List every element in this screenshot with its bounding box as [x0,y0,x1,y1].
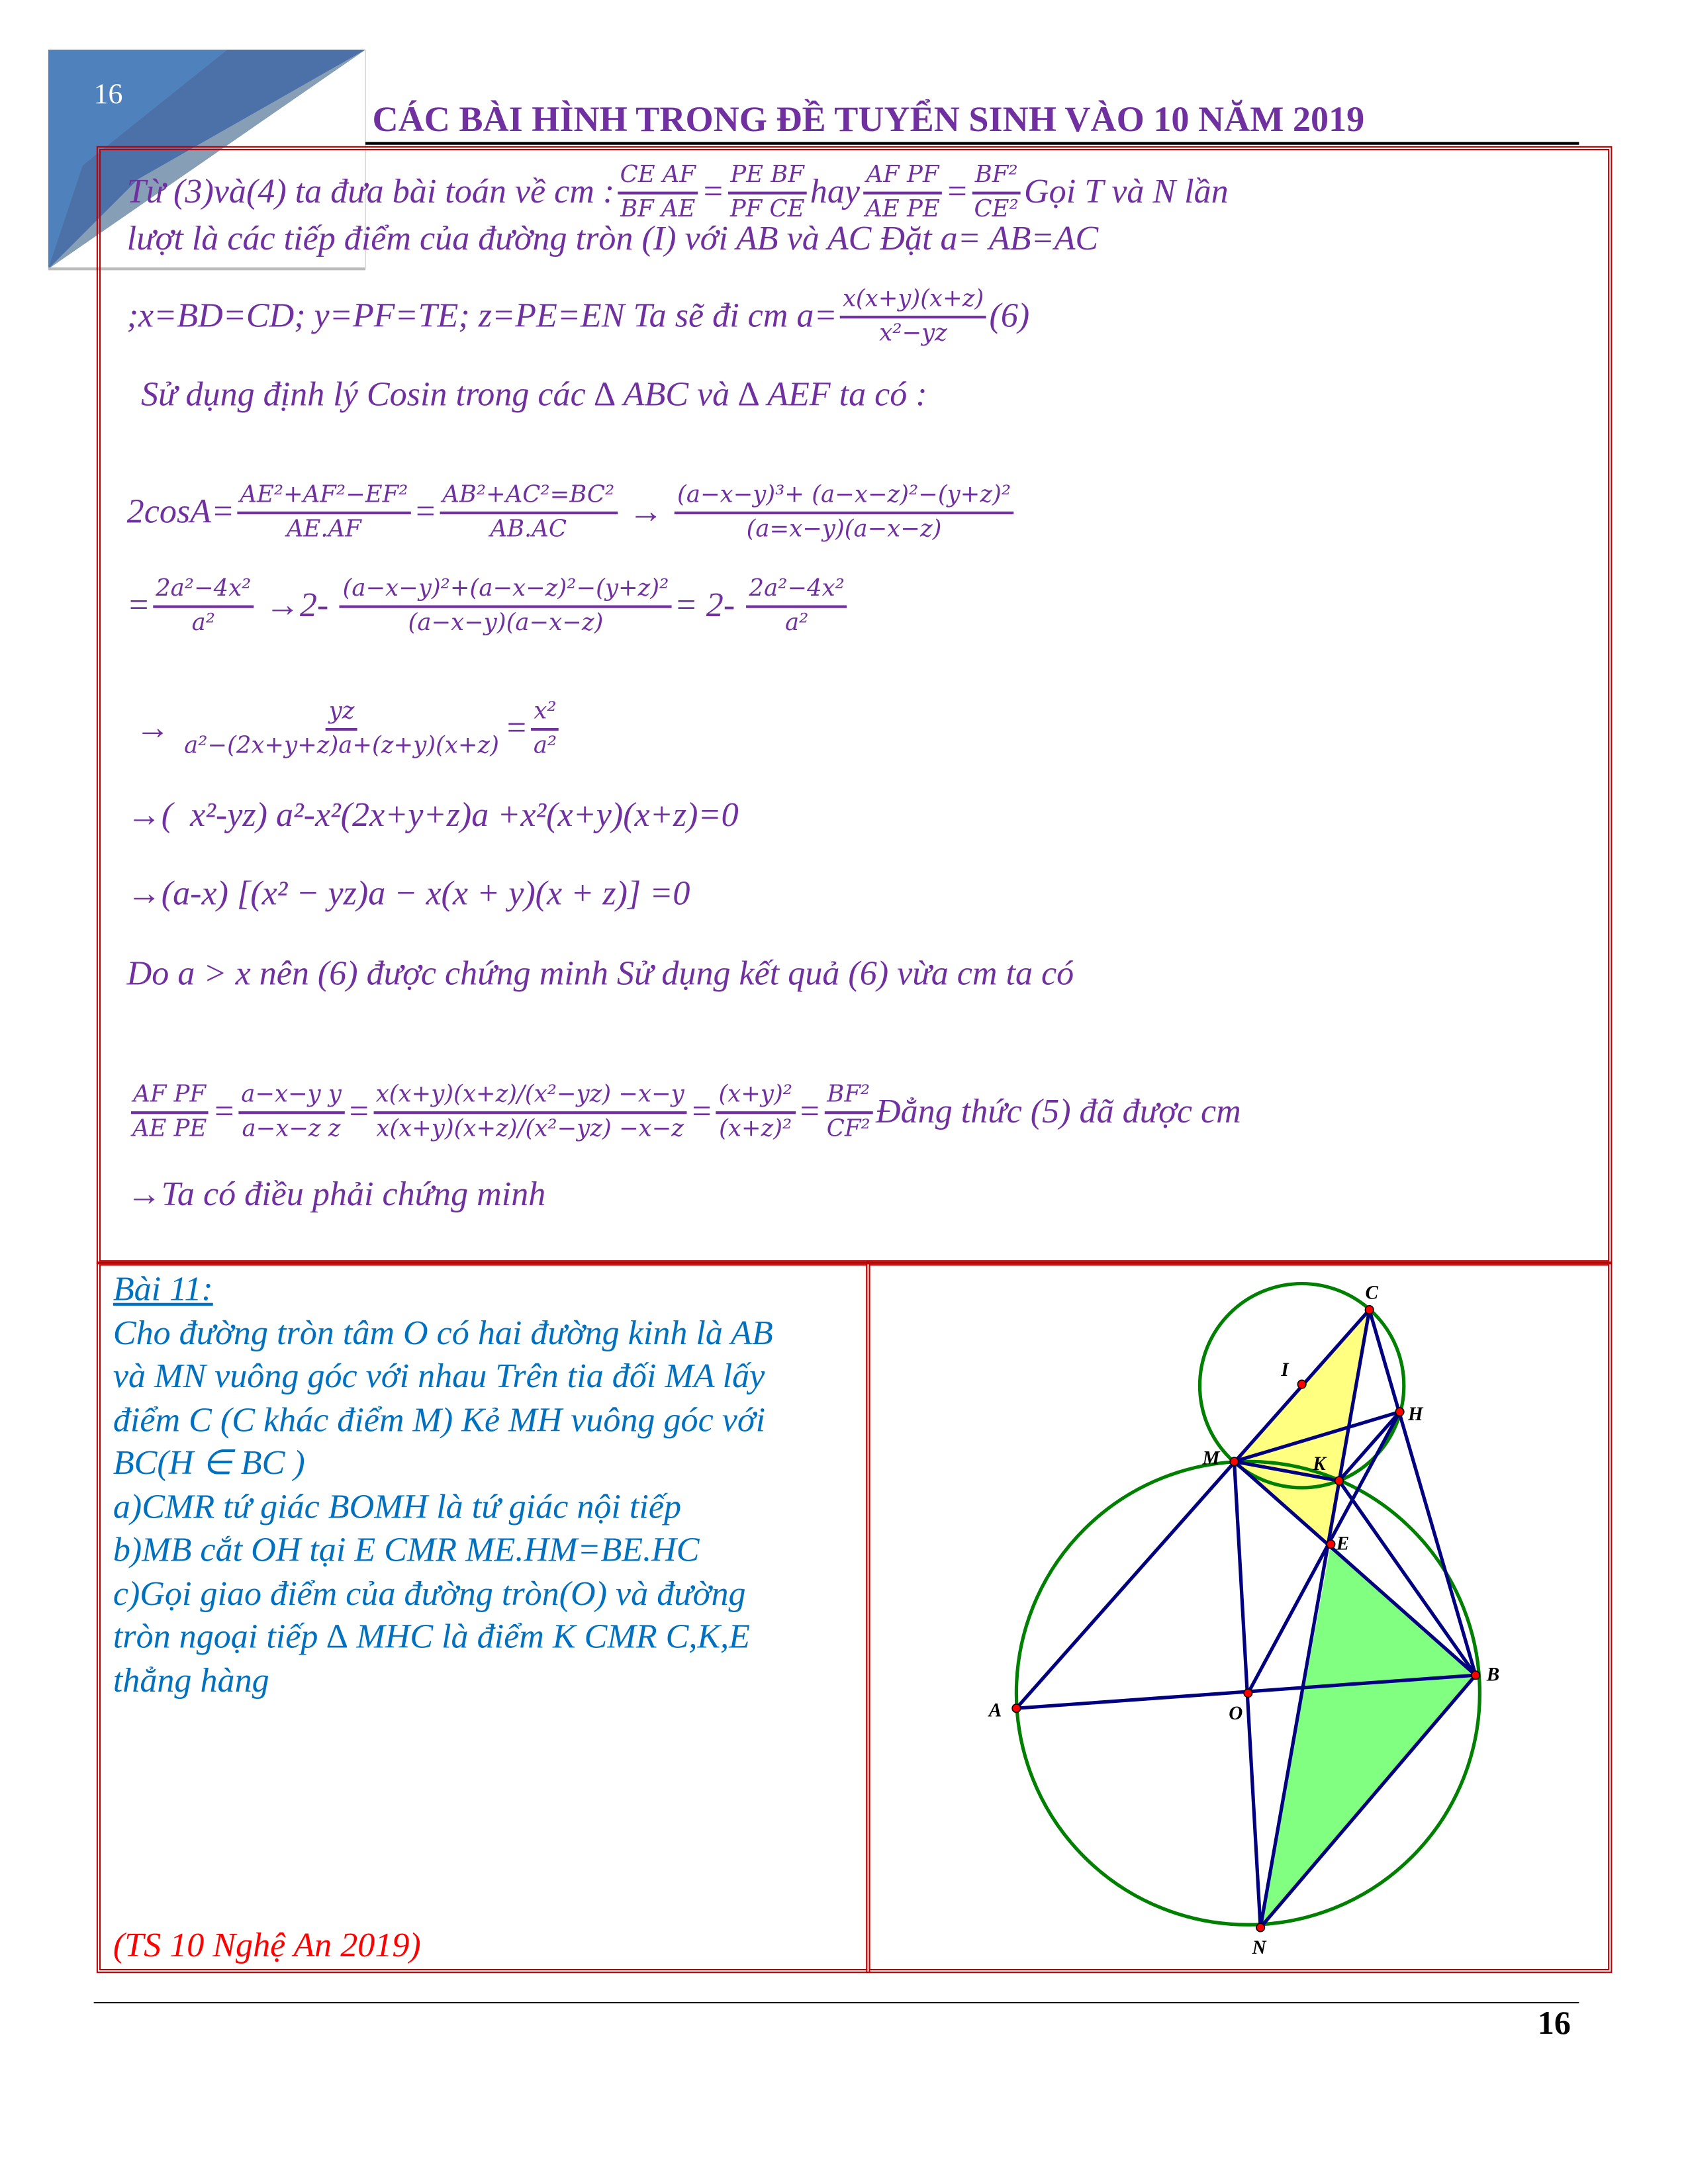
math-text: = 2- [674,587,744,625]
numerator: 2a²−4x² [746,574,847,608]
problem-line: thẳng hàng [113,1662,269,1700]
numerator: yz [326,696,357,731]
numerator: x² [531,696,559,731]
math-text: Gọi T và N lần [1024,173,1229,211]
math-text: Đẳng thức (5) đã được cm [875,1093,1241,1131]
numerator: 2a²−4x² [153,574,254,608]
math-text: ;x=BD=CD; y=PF=TE; z=PE=EN Ta sẽ đi cm a= [126,297,837,336]
page-title: CÁC BÀI HÌNH TRONG ĐỀ TUYỂN SINH VÀO 10 NĂM 2019 [372,99,1365,140]
math-text: = [212,1093,236,1131]
label-n: N [1252,1937,1266,1959]
denominator: CF² [826,1115,870,1143]
problem-line: và MN vuông góc với nhau Trên tia đối MA lấy [113,1358,765,1396]
denominator: AE PE [865,195,940,224]
math-text: →2- [256,587,338,625]
numerator: AF PF [130,1079,209,1114]
label-i: I [1281,1359,1289,1381]
numerator: x(x+y)(x+z) [840,284,987,318]
math-text: → [126,709,179,748]
denominator: a²−(2x+y+z)a+(z+y)(x+z) [184,732,499,760]
numerator: BF² [972,160,1021,195]
math-text: 2cosA= [126,493,235,531]
numerator: (a−x−y)²+(a−x−z)²−(y+z)² [340,574,671,608]
label-b: B [1486,1664,1500,1686]
denominator: x²−yz [879,320,947,347]
label-m: M [1202,1447,1220,1469]
denominator: a² [785,609,809,637]
math-text: →( x²-yz) a²-x²(2x+y+z)a +x²(x+y)(x+z)=0 [126,797,739,835]
label-c: C [1365,1282,1378,1304]
denominator: x(x+y)(x+z)/(x²−yz) −x−z [376,1115,684,1143]
denominator: AE.AF [286,516,361,543]
label-h: H [1408,1403,1423,1425]
problem-line: Cho đường tròn tâm O có hai đường kinh là AB [113,1314,773,1352]
label-e: E [1336,1533,1350,1555]
numerator: a−x−y y [238,1079,344,1114]
numerator: (x+y)² [716,1079,795,1114]
numerator: BF² [824,1079,872,1114]
math-text: = [798,1093,821,1131]
denominator: PF CE [729,195,805,224]
math-text: = [945,173,969,211]
math-text: → [620,493,672,531]
math-text: = [126,587,150,625]
math-text: Sử dụng định lý Cosin trong các ∆ ABC và ∆ AEF ta có : [132,376,927,414]
denominator: a² [191,609,215,637]
denominator: AE PE [132,1115,207,1143]
numerator: AF PF [863,160,941,195]
problem-heading: Bài 11: [113,1271,213,1309]
denominator: BF AE [620,195,696,224]
math-text: →Ta có điều phải chứng minh [126,1176,546,1214]
numerator: CE AF [617,160,698,195]
label-a: A [988,1700,1002,1721]
numerator: (a−x−y)³+ (a−x−z)²−(y+z)² [675,480,1013,514]
math-text: hay [810,173,861,211]
problem-line: b)MB cắt OH tại E CMR ME.HM=BE.HC [113,1531,700,1569]
math-text: = [347,1093,371,1131]
denominator: (a−x−y)(a−x−z) [408,609,604,637]
math-text: = [689,1093,714,1131]
denominator: AB.AC [490,516,567,543]
problem-line: tròn ngoại tiếp ∆ MHC là điểm K CMR C,K,E [113,1618,750,1657]
math-text: Từ (3)và(4) ta đưa bài toán về cm : [126,173,615,211]
numerator: AE²+AF²−EF² [237,480,410,514]
problem-line: BC(H ∈ BC ) [113,1445,305,1482]
label-o: O [1229,1702,1243,1724]
problem-line: a)CMR tứ giác BOMH là tứ giác nội tiếp [113,1488,682,1526]
math-text: = [701,173,725,211]
math-text: = [413,493,437,531]
label-k: K [1313,1453,1326,1475]
denominator: CE² [974,195,1019,224]
math-text: = [504,709,528,748]
page-number-top: 16 [93,77,123,111]
math-text: →(a-x) [(x² − yz)a − x(x + y)(x + z)] =0 [126,875,690,913]
problem-line: c)Gọi giao điểm của đường tròn(O) và đường [113,1575,746,1613]
page-number-bottom: 16 [1537,2006,1571,2042]
math-text: (6) [989,297,1030,336]
problem-source: (TS 10 Nghệ An 2019) [113,1927,421,1965]
numerator: x(x+y)(x+z)/(x²−yz) −x−y [373,1079,687,1114]
denominator: a−x−z z [242,1115,341,1143]
problem-line: điểm C (C khác điểm M) Kẻ MH vuông góc với [113,1401,766,1439]
denominator: a² [533,732,557,760]
math-text: Do a > x nên (6) được chứng minh Sử dụng kết quả (6) vừa cm ta có [126,955,1074,993]
footer-rule [94,2002,1579,2003]
denominator: (x+z)² [719,1115,792,1143]
numerator: PE BF [727,160,807,195]
denominator: (a=x−y)(a−x−z) [746,516,942,543]
math-text: lượt là các tiếp điểm của đường tròn (I) với AB và AC Đặt a= AB=AC [126,220,1099,258]
numerator: AB²+AC²=BC² [440,480,617,514]
